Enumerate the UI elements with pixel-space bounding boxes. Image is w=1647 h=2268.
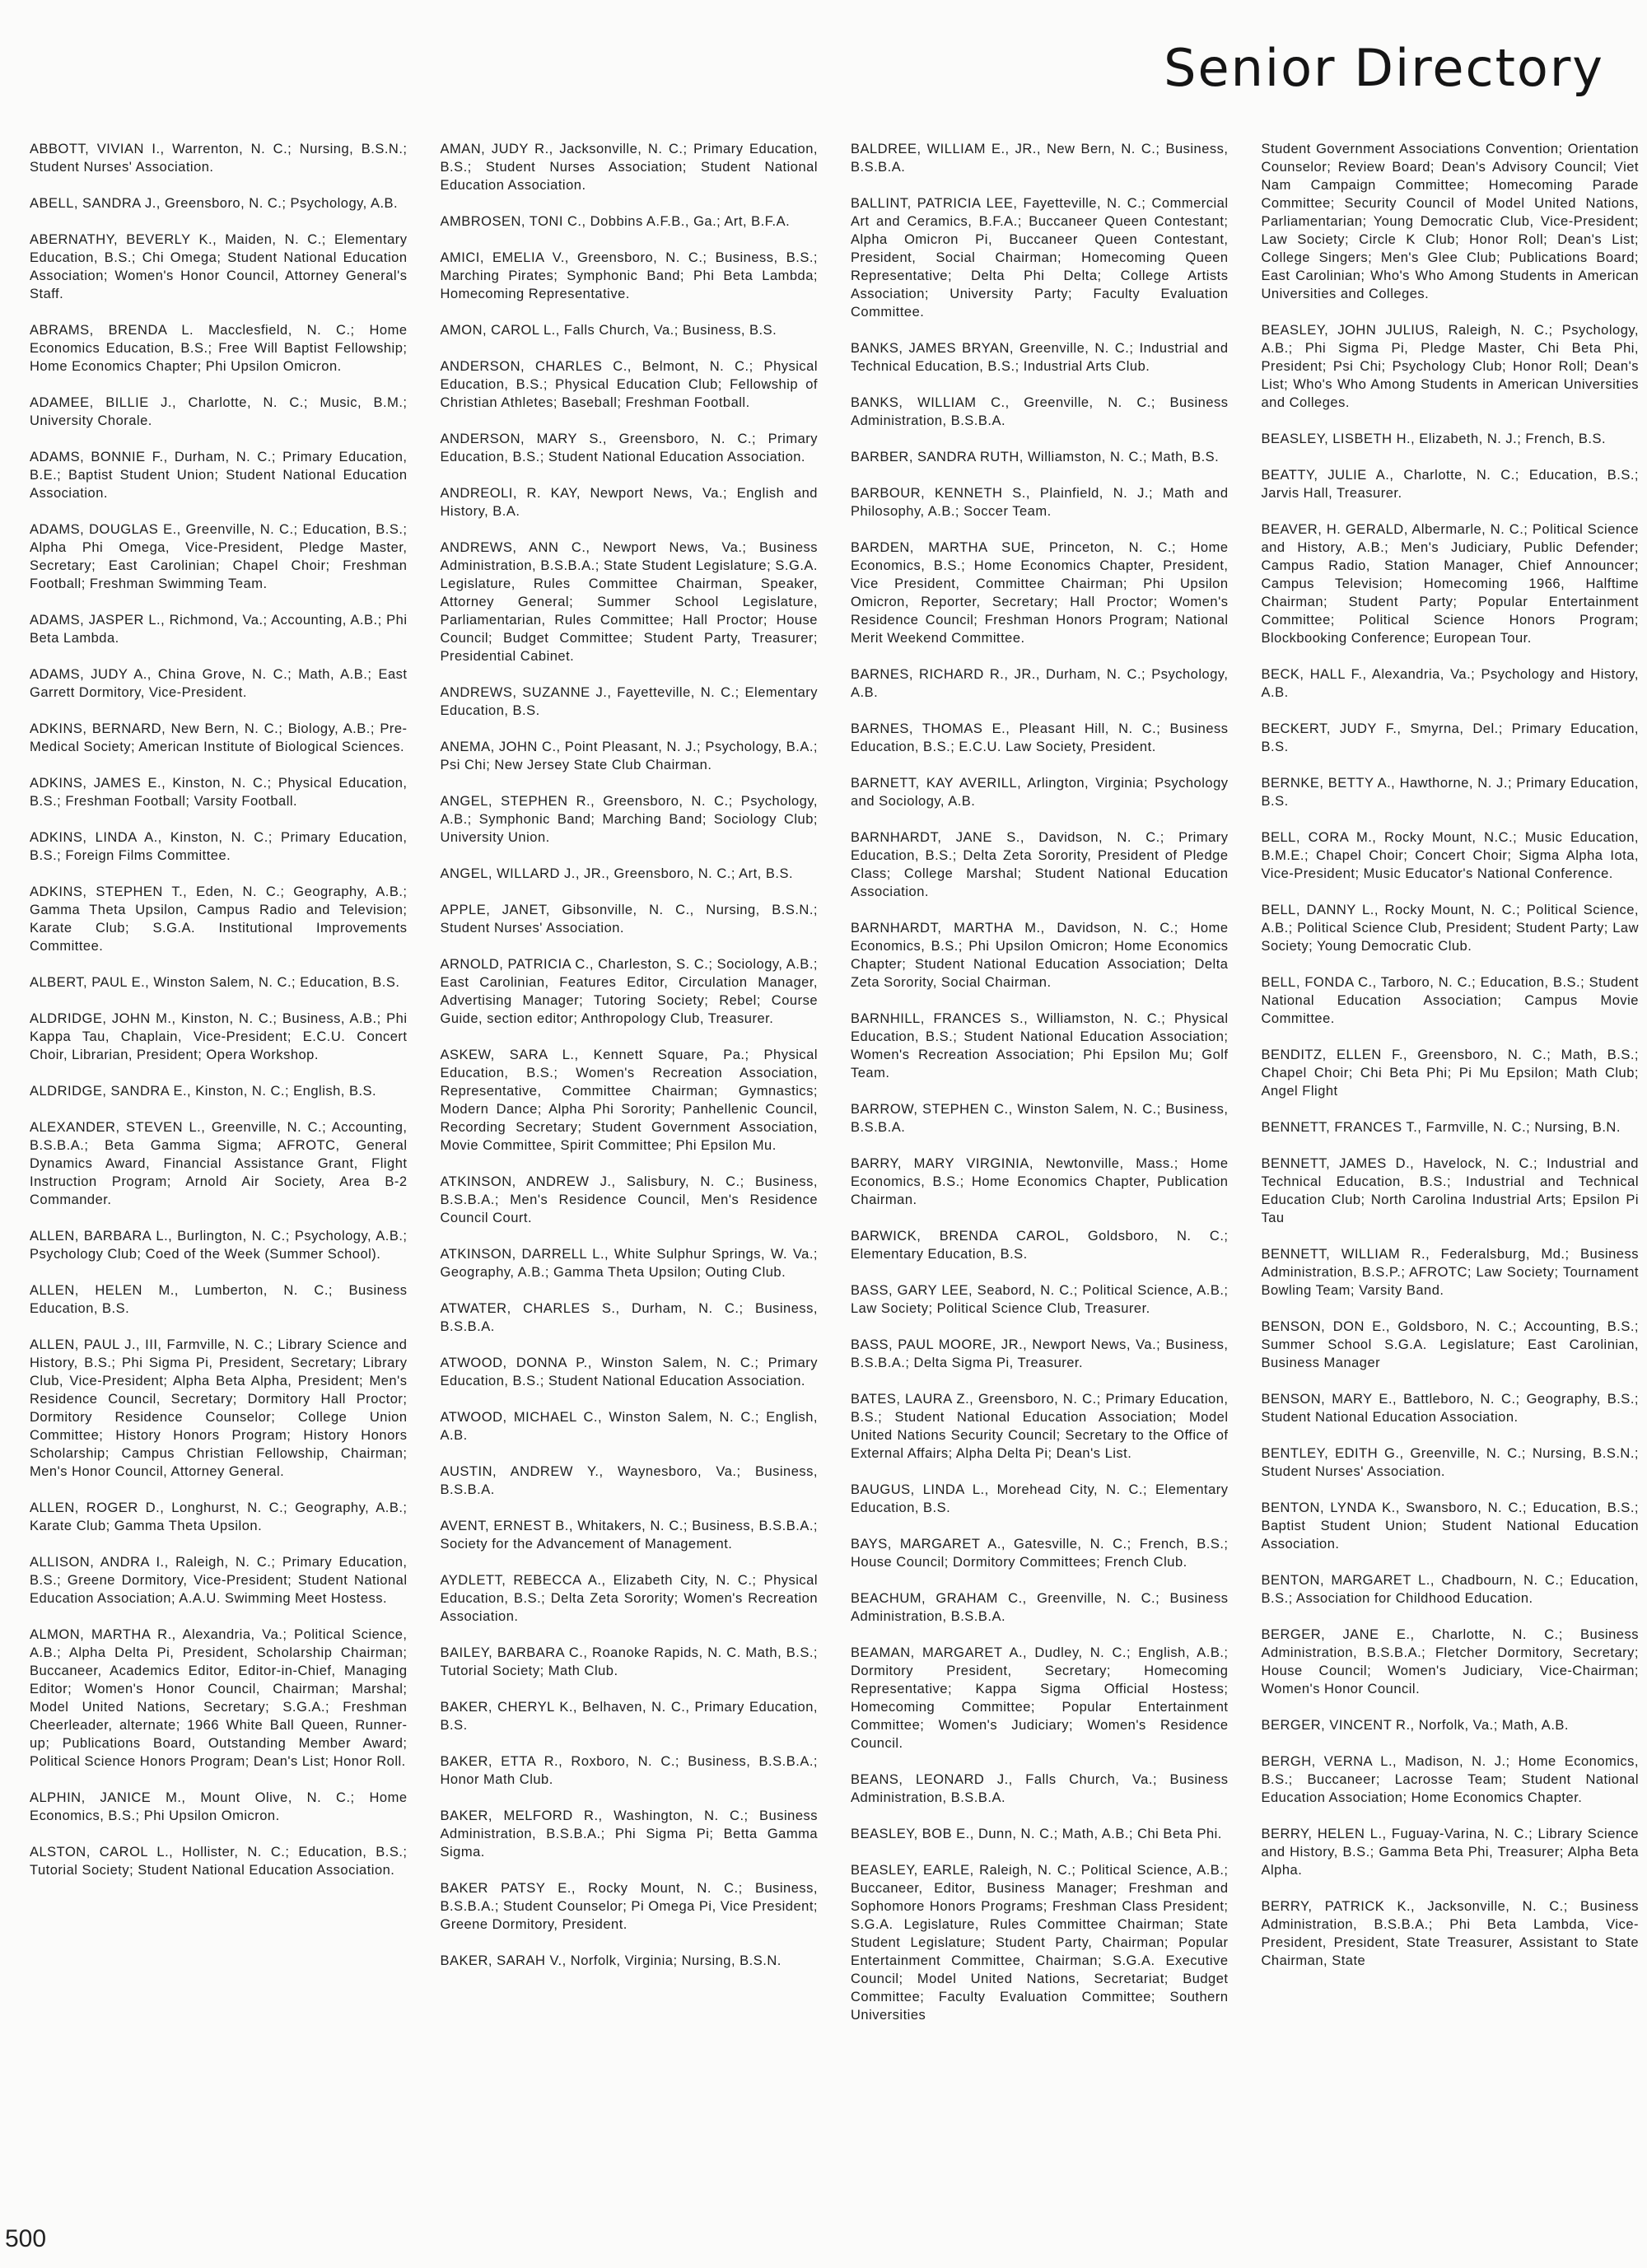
- directory-entry: BENTON, LYNDA K., Swansboro, N. C.; Education, B.S.; Baptist Student Union; Student National Education Association.: [1261, 1500, 1639, 1552]
- directory-entry: ANGEL, WILLARD J., JR., Greensboro, N. C.; Art, B.S.: [440, 866, 794, 881]
- directory-entry: BENNETT, JAMES D., Havelock, N. C.; Industrial and Technical Education, B.S.; Industrial and Technical Education Club; North Carolina Industrial Arts; Epsilon Pi Tau: [1261, 1156, 1639, 1225]
- directory-entry: AYDLETT, REBECCA A., Elizabeth City, N. C.; Physical Education, B.S.; Delta Zeta Sorority; Women's Recreation Association.: [440, 1573, 818, 1624]
- directory-entry: BAUGUS, LINDA L., Morehead City, N. C.; Elementary Education, B.S.: [851, 1482, 1229, 1515]
- directory-entry: ANGEL, STEPHEN R., Greensboro, N. C.; Psychology, A.B.; Symphonic Band; Marching Band; Sociology Club; University Union.: [440, 794, 818, 845]
- directory-entry: APPLE, JANET, Gibsonville, N. C., Nursing, B.S.N.; Student Nurses' Association.: [440, 903, 818, 936]
- directory-entry: ALPHIN, JANICE M., Mount Olive, N. C.; Home Economics, B.S.; Phi Upsilon Omicron.: [30, 1790, 408, 1823]
- directory-entry: ALSTON, CAROL L., Hollister, N. C.; Education, B.S.; Tutorial Society; Student National Education Association.: [30, 1845, 408, 1878]
- directory-column-1: [30, 140, 408, 2210]
- directory-entry: BARNHARDT, JANE S., Davidson, N. C.; Primary Education, B.S.; Delta Zeta Sorority, President of Pledge Class; College Marshal; Student National Education Association.: [851, 830, 1229, 899]
- directory-entry: ADAMS, DOUGLAS E., Greenville, N. C.; Education, B.S.; Alpha Phi Omega, Vice-President, Pledge Master, Secretary; East Carolinian; Chapel Choir; Freshman Football; Freshman Swimming Team.: [30, 522, 408, 591]
- directory-entry: BARDEN, MARTHA SUE, Princeton, N. C.; Home Economics, B.S.; Home Economics Chapter, President, Vice President, Committee Chairman; Phi Upsilon Omicron, Reporter, Secretary; Hall Proctor; Women's Residence Council; Freshman Honors Program; National Merit Weekend Committee.: [851, 540, 1229, 646]
- directory-entry: ATKINSON, DARRELL L., White Sulphur Springs, W. Va.; Geography, A.B.; Gamma Theta Upsilon; Outing Club.: [440, 1247, 818, 1280]
- directory-entry: BALLINT, PATRICIA LEE, Fayetteville, N. C.; Commercial Art and Ceramics, B.F.A.; Buccaneer Queen Contestant; Alpha Omicron Pi, Buccaneer Queen Contestant, President, Social Chairman; Homecoming Queen Representative; Delta Phi Delta; College Artists Association; University Party; Faculty Evaluation Committee.: [851, 196, 1229, 320]
- directory-entry: BARROW, STEPHEN C., Winston Salem, N. C.; Business, B.S.B.A.: [851, 1102, 1229, 1135]
- directory-entry: BARBOUR, KENNETH S., Plainfield, N. J.; Math and Philosophy, A.B.; Soccer Team.: [851, 486, 1229, 519]
- directory-entry: ATWOOD, DONNA P., Winston Salem, N. C.; Primary Education, B.S.; Student National Education Association.: [440, 1356, 818, 1388]
- directory-entry: BEASLEY, BOB E., Dunn, N. C.; Math, A.B.; Chi Beta Phi.: [851, 1827, 1222, 1841]
- directory-entry: BARNES, RICHARD R., JR., Durham, N. C.; Psychology, A.B.: [851, 667, 1229, 700]
- directory-entry: BELL, CORA M., Rocky Mount, N.C.; Music Education, B.M.E.; Chapel Choir; Concert Choir; Sigma Alpha Iota, Vice-President; Music Educator's National Conference.: [1261, 830, 1639, 881]
- directory-entry: BEAVER, H. GERALD, Albermarle, N. C.; Political Science and History, A.B.; Men's Judiciary, Public Defender; Campus Radio, Station Manager, Chief Announcer; Campus Television; Homecoming 1966, Halftime Chairman; Student Party; Popular Entertainment Committee; Political Science Honors Program; Blockbooking Conference; European Tour.: [1261, 522, 1639, 646]
- directory-entry: ANDREOLI, R. KAY, Newport News, Va.; English and History, B.A.: [440, 486, 818, 519]
- directory-entry: BAKER, MELFORD R., Washington, N. C.; Business Administration, B.S.B.A.; Phi Sigma Pi; Betta Gamma Sigma.: [440, 1808, 818, 1860]
- directory-entry: ALEXANDER, STEVEN L., Greenville, N. C.; Accounting, B.S.B.A.; Beta Gamma Sigma; AFROTC, General Dynamics Award, Financial Assistance Grant, Flight Instruction Program; Arnold Air Society, Area B-2 Commander.: [30, 1120, 408, 1207]
- directory-entry: ANDREWS, ANN C., Newport News, Va.; Business Administration, B.S.B.A.; State Student Legislature; S.G.A. Legislature, Rules Committee Chairman, Speaker, Attorney General; Summer School Legislature, Parliamentarian, Rules Committee; Hall Proctor; House Council; Budget Committee; Student Party, Treasurer; Presidential Cabinet.: [440, 540, 818, 664]
- directory-entry: BELL, FONDA C., Tarboro, N. C.; Education, B.S.; Student National Education Association; Campus Movie Committee.: [1261, 975, 1639, 1026]
- directory-entry: AMAN, JUDY R., Jacksonville, N. C.; Primary Education, B.S.; Student Nurses Association; Student National Education Association.: [440, 142, 818, 193]
- directory-entry: ALBERT, PAUL E., Winston Salem, N. C.; Education, B.S.: [30, 975, 400, 990]
- directory-entry: ABERNATHY, BEVERLY K., Maiden, N. C.; Elementary Education, B.S.; Chi Omega; Student National Education Association; Women's Honor Council, Attorney General's Staff.: [30, 232, 408, 301]
- directory-entry: BARNES, THOMAS E., Pleasant Hill, N. C.; Business Education, B.S.; E.C.U. Law Society, President.: [851, 721, 1229, 754]
- directory-entry: BECKERT, JUDY F., Smyrna, Del.; Primary Education, B.S.: [1261, 721, 1639, 754]
- directory-entry: AMICI, EMELIA V., Greensboro, N. C.; Business, B.S.; Marching Pirates; Symphonic Band; Phi Beta Lambda; Homecoming Representative.: [440, 250, 818, 301]
- directory-entry: ALDRIDGE, JOHN M., Kinston, N. C.; Business, A.B.; Phi Kappa Tau, Chaplain, Vice-President; E.C.U. Concert Choir, Librarian, President; Opera Workshop.: [30, 1011, 408, 1062]
- directory-entry: BEATTY, JULIE A., Charlotte, N. C.; Education, B.S.; Jarvis Hall, Treasurer.: [1261, 468, 1639, 501]
- directory-entry: BEAMAN, MARGARET A., Dudley, N. C.; English, A.B.; Dormitory President, Secretary; Homecoming Representative; Kappa Sigma Official Hostess; Homecoming Committee; Popular Entertainment Committee; Women's Judiciary; Women's Residence Council.: [851, 1645, 1229, 1751]
- directory-entry: BANKS, JAMES BRYAN, Greenville, N. C.; Industrial and Technical Education, B.S.; Industrial Arts Club.: [851, 341, 1229, 374]
- directory-entry: BENSON, MARY E., Battleboro, N. C.; Geography, B.S.; Student National Education Association.: [1261, 1392, 1639, 1425]
- directory-entry: BAILEY, BARBARA C., Roanoke Rapids, N. C. Math, B.S.; Tutorial Society; Math Club.: [440, 1645, 818, 1678]
- directory-entry: Student Government Associations Convention; Orientation Counselor; Review Board; Dean's Advisory Council; Viet Nam Campaign Committee; Homecoming Parade Committee; Security Council of Model United Nations, Parliamentarian; Young Democratic Club, Vice-President; Law Society; Circle K Club; Honor Roll; Dean's List; College Singers; Men's Glee Club; Publications Board; East Carolinian; Who's Who Among Students in American Universities and Colleges.: [1261, 142, 1639, 301]
- directory-entry: BATES, LAURA Z., Greensboro, N. C.; Primary Education, B.S.; Student National Education Association; Model United Nations Security Council; Secretary to the Office of External Affairs; Alpha Delta Pi; Dean's List.: [851, 1392, 1229, 1461]
- directory-entry: BEANS, LEONARD J., Falls Church, Va.; Business Administration, B.S.B.A.: [851, 1772, 1229, 1805]
- directory-entry: BERGH, VERNA L., Madison, N. J.; Home Economics, B.S.; Buccaneer; Lacrosse Team; Student National Education Association; Home Economics Chapter.: [1261, 1754, 1639, 1805]
- directory-entry: ATKINSON, ANDREW J., Salisbury, N. C.; Business, B.S.B.A.; Men's Residence Council, Men's Residence Council Court.: [440, 1174, 818, 1225]
- directory-entry: ANEMA, JOHN C., Point Pleasant, N. J.; Psychology, B.A.; Psi Chi; New Jersey State Club Chairman.: [440, 740, 818, 772]
- directory-entry: BAKER, SARAH V., Norfolk, Virginia; Nursing, B.S.N.: [440, 1953, 782, 1968]
- directory-entry: ALLISON, ANDRA I., Raleigh, N. C.; Primary Education, B.S.; Greene Dormitory, Vice-President; Student National Education Association; A.A.U. Swimming Meet Hostess.: [30, 1555, 408, 1606]
- directory-entry: AMBROSEN, TONI C., Dobbins A.F.B., Ga.; Art, B.F.A.: [440, 214, 791, 229]
- directory-entry: BAKER, ETTA R., Roxboro, N. C.; Business, B.S.B.A.; Honor Math Club.: [440, 1754, 818, 1787]
- directory-entry: BENTON, MARGARET L., Chadbourn, N. C.; Education, B.S.; Association for Childhood Education.: [1261, 1573, 1639, 1606]
- directory-entry: ALLEN, BARBARA L., Burlington, N. C.; Psychology, A.B.; Psychology Club; Coed of the Week (Summer School).: [30, 1229, 408, 1262]
- directory-entry: ADKINS, STEPHEN T., Eden, N. C.; Geography, A.B.; Gamma Theta Upsilon, Campus Radio and Television; Karate Club; S.G.A. Institutional Improvements Committee.: [30, 884, 408, 954]
- directory-entry: BALDREE, WILLIAM E., JR., New Bern, N. C.; Business, B.S.B.A.: [851, 142, 1229, 175]
- directory-column-2: [441, 140, 819, 2210]
- directory-entry: BERRY, PATRICK K., Jacksonville, N. C.; Business Administration, B.S.B.A.; Phi Beta Lambda, Vice-President, President, State Treasurer, Assistant to State Chairman, State: [1261, 1899, 1639, 1968]
- directory-entry: AUSTIN, ANDREW Y., Waynesboro, Va.; Business, B.S.B.A.: [440, 1464, 818, 1497]
- directory-column-4: [1262, 140, 1640, 2210]
- directory-entry: ADAMEE, BILLIE J., Charlotte, N. C.; Music, B.M.; University Chorale.: [30, 395, 408, 428]
- directory-columns: [30, 140, 1639, 2210]
- directory-entry: BASS, PAUL MOORE, JR., Newport News, Va.; Business, B.S.B.A.; Delta Sigma Pi, Treasurer.: [851, 1337, 1229, 1370]
- directory-entry: ABRAMS, BRENDA L. Macclesfield, N. C.; Home Economics Education, B.S.; Free Will Baptist Fellowship; Home Economics Chapter; Phi Upsilon Omicron.: [30, 323, 408, 374]
- page-number: 500: [5, 2225, 47, 2252]
- directory-entry: BANKS, WILLIAM C., Greenville, N. C.; Business Administration, B.S.B.A.: [851, 395, 1229, 428]
- directory-entry: ALDRIDGE, SANDRA E., Kinston, N. C.; English, B.S.: [30, 1084, 377, 1099]
- directory-entry: ANDERSON, CHARLES C., Belmont, N. C.; Physical Education, B.S.; Physical Education Club; Fellowship of Christian Athletes; Baseball; Freshman Football.: [440, 359, 818, 410]
- directory-entry: ANDERSON, MARY S., Greensboro, N. C.; Primary Education, B.S.; Student National Education Association.: [440, 432, 818, 464]
- directory-entry: ASKEW, SARA L., Kennett Square, Pa.; Physical Education, B.S.; Women's Recreation Association, Representative, Committee Chairman; Gymnastics; Modern Dance; Alpha Phi Sorority; Panhellenic Council, Recording Secretary; Student Government Association, Movie Committee, Spirit Committee; Phi Epsilon Mu.: [440, 1048, 818, 1153]
- directory-entry: BEASLEY, EARLE, Raleigh, N. C.; Political Science, A.B.; Buccaneer, Editor, Business Manager; Freshman and Sophomore Honors Programs; Freshman Class President; S.G.A. Legislature, Rules Committee Chairman; State Student Legislature; Student Party, Chairman; Popular Entertainment Committee, Chairman; S.G.A. Executive Council; Model United Nations, Secretariat; Budget Committee; Faculty Evaluation Committee; Southern Universities: [851, 1863, 1229, 2023]
- directory-entry: BAYS, MARGARET A., Gatesville, N. C.; French, B.S.; House Council; Dormitory Committees; French Club.: [851, 1537, 1229, 1570]
- directory-entry: AMON, CAROL L., Falls Church, Va.; Business, B.S.: [440, 323, 777, 338]
- directory-entry: BARNETT, KAY AVERILL, Arlington, Virginia; Psychology and Sociology, A.B.: [851, 776, 1229, 809]
- directory-entry: ALMON, MARTHA R., Alexandria, Va.; Political Science, A.B.; Alpha Delta Pi, President, Scholarship Chairman; Buccaneer, Academics Editor, Editor-in-Chief, Managing Editor; Women's Honor Council, Chairman; Marshal; Model United Nations, Secretary; S.G.A.; Freshman Cheerleader, alternate; 1966 White Ball Queen, Runner-up; Publications Board, Outstanding Member Award; Political Science Honors Program; Dean's List; Honor Roll.: [30, 1627, 408, 1769]
- directory-entry: BERGER, VINCENT R., Norfolk, Va.; Math, A.B.: [1261, 1718, 1569, 1733]
- directory-entry: BENNETT, FRANCES T., Farmville, N. C.; Nursing, B.N.: [1261, 1120, 1621, 1135]
- directory-entry: BERRY, HELEN L., Fuguay-Varina, N. C.; Library Science and History, B.S.; Gamma Beta Phi, Treasurer; Alpha Beta Alpha.: [1261, 1827, 1639, 1878]
- directory-entry: BEASLEY, LISBETH H., Elizabeth, N. J.; French, B.S.: [1261, 432, 1607, 446]
- directory-entry: ALLEN, HELEN M., Lumberton, N. C.; Business Education, B.S.: [30, 1283, 408, 1316]
- directory-entry: ADKINS, JAMES E., Kinston, N. C.; Physical Education, B.S.; Freshman Football; Varsity Football.: [30, 776, 408, 809]
- directory-column-3: [851, 140, 1229, 2210]
- directory-entry: ADKINS, LINDA A., Kinston, N. C.; Primary Education, B.S.; Foreign Films Committee.: [30, 830, 408, 863]
- directory-entry: ARNOLD, PATRICIA C., Charleston, S. C.; Sociology, A.B.; East Carolinian, Features Editor, Circulation Manager, Advertising Manager; Tutoring Society; Rebel; Course Guide, section editor; Anthropology Club, Treasurer.: [440, 957, 818, 1026]
- directory-entry: BARWICK, BRENDA CAROL, Goldsboro, N. C.; Elementary Education, B.S.: [851, 1229, 1229, 1262]
- directory-entry: BARNHARDT, MARTHA M., Davidson, N. C.; Home Economics, B.S.; Phi Upsilon Omicron; Home Economics Chapter; Student National Education Association; Delta Zeta Sorority, Social Chairman.: [851, 921, 1229, 990]
- directory-entry: ALLEN, PAUL J., III, Farmville, N. C.; Library Science and History, B.S.; Phi Sigma Pi, President, Secretary; Library Club, Vice-President; Alpha Beta Alpha, President; Men's Residence Council, Secretary; Dormitory Hall Proctor; Dormitory Residence Counselor; College Union Committee; History Honors Program; History Honors Scholarship; Campus Christian Fellowship, Chairman; Men's Honor Council, Attorney General.: [30, 1337, 408, 1479]
- directory-entry: BARRY, MARY VIRGINIA, Newtonville, Mass.; Home Economics, B.S.; Home Economics Chapter, Publication Chairman.: [851, 1156, 1229, 1207]
- directory-entry: BENNETT, WILLIAM R., Federalsburg, Md.; Business Administration, B.S.P.; AFROTC; Law Society; Tournament Bowling Team; Varsity Band.: [1261, 1247, 1639, 1298]
- directory-entry: ALLEN, ROGER D., Longhurst, N. C.; Geography, A.B.; Karate Club; Gamma Theta Upsilon.: [30, 1500, 408, 1533]
- directory-entry: BASS, GARY LEE, Seabord, N. C.; Political Science, A.B.; Law Society; Political Science Club, Treasurer.: [851, 1283, 1229, 1316]
- directory-entry: ABBOTT, VIVIAN I., Warrenton, N. C.; Nursing, B.S.N.; Student Nurses' Association.: [30, 142, 408, 175]
- directory-entry: BERNKE, BETTY A., Hawthorne, N. J.; Primary Education, B.S.: [1261, 776, 1639, 809]
- directory-entry: BEASLEY, JOHN JULIUS, Raleigh, N. C.; Psychology, A.B.; Phi Sigma Pi, Pledge Master, Chi Beta Phi, President; Psi Chi; Psychology Club; Honor Roll; Dean's List; Who's Who Among Students in American Universities and Colleges.: [1261, 323, 1639, 410]
- directory-entry: ADAMS, JUDY A., China Grove, N. C.; Math, A.B.; East Garrett Dormitory, Vice-President.: [30, 667, 408, 700]
- directory-entry: BENTLEY, EDITH G., Greenville, N. C.; Nursing, B.S.N.; Student Nurses' Association.: [1261, 1446, 1639, 1479]
- directory-entry: BAKER, CHERYL K., Belhaven, N. C., Primary Education, B.S.: [440, 1700, 818, 1733]
- directory-entry: BENDITZ, ELLEN F., Greensboro, N. C.; Math, B.S.; Chapel Choir; Chi Beta Phi; Pi Mu Epsilon; Math Club; Angel Flight: [1261, 1048, 1639, 1099]
- directory-entry: BECK, HALL F., Alexandria, Va.; Psychology and History, A.B.: [1261, 667, 1639, 700]
- directory-entry: BELL, DANNY L., Rocky Mount, N. C.; Political Science, A.B.; Political Science Club, President; Student Party; Law Society; Young Democratic Club.: [1261, 903, 1639, 954]
- directory-entry: ADAMS, BONNIE F., Durham, N. C.; Primary Education, B.E.; Baptist Student Union; Student National Education Association.: [30, 450, 408, 501]
- directory-entry: ABELL, SANDRA J., Greensboro, N. C.; Psychology, A.B.: [30, 196, 399, 211]
- directory-entry: ADKINS, BERNARD, New Bern, N. C.; Biology, A.B.; Pre-Medical Society; American Institute of Biological Sciences.: [30, 721, 408, 754]
- directory-entry: BENSON, DON E., Goldsboro, N. C.; Accounting, B.S.; Summer School S.G.A. Legislature; East Carolinian, Business Manager: [1261, 1319, 1639, 1370]
- directory-entry: BEACHUM, GRAHAM C., Greenville, N. C.; Business Administration, B.S.B.A.: [851, 1591, 1229, 1624]
- directory-entry: ATWOOD, MICHAEL C., Winston Salem, N. C.; English, A.B.: [440, 1410, 818, 1443]
- directory-entry: BERGER, JANE E., Charlotte, N. C.; Business Administration, B.S.B.A.; Fletcher Dormitory, Secretary; House Council; Women's Judiciary, Vice-Chairman; Women's Honor Council.: [1261, 1627, 1639, 1696]
- directory-entry: BARBER, SANDRA RUTH, Williamston, N. C.; Math, B.S.: [851, 450, 1220, 464]
- directory-entry: ATWATER, CHARLES S., Durham, N. C.; Business, B.S.B.A.: [440, 1301, 818, 1334]
- page-title: Senior Directory: [1164, 38, 1604, 98]
- directory-entry: ANDREWS, SUZANNE J., Fayetteville, N. C.; Elementary Education, B.S.: [440, 685, 818, 718]
- directory-entry: BAKER PATSY E., Rocky Mount, N. C.; Business, B.S.B.A.; Student Counselor; Pi Omega Pi, Vice President; Greene Dormitory, President.: [440, 1881, 818, 1932]
- directory-entry: AVENT, ERNEST B., Whitakers, N. C.; Business, B.S.B.A.; Society for the Advancement of Management.: [440, 1519, 818, 1552]
- directory-entry: BARNHILL, FRANCES S., Williamston, N. C.; Physical Education, B.S.; Student National Education Association; Women's Recreation Association; Phi Epsilon Mu; Golf Team.: [851, 1011, 1229, 1080]
- directory-entry: ADAMS, JASPER L., Richmond, Va.; Accounting, A.B.; Phi Beta Lambda.: [30, 613, 408, 646]
